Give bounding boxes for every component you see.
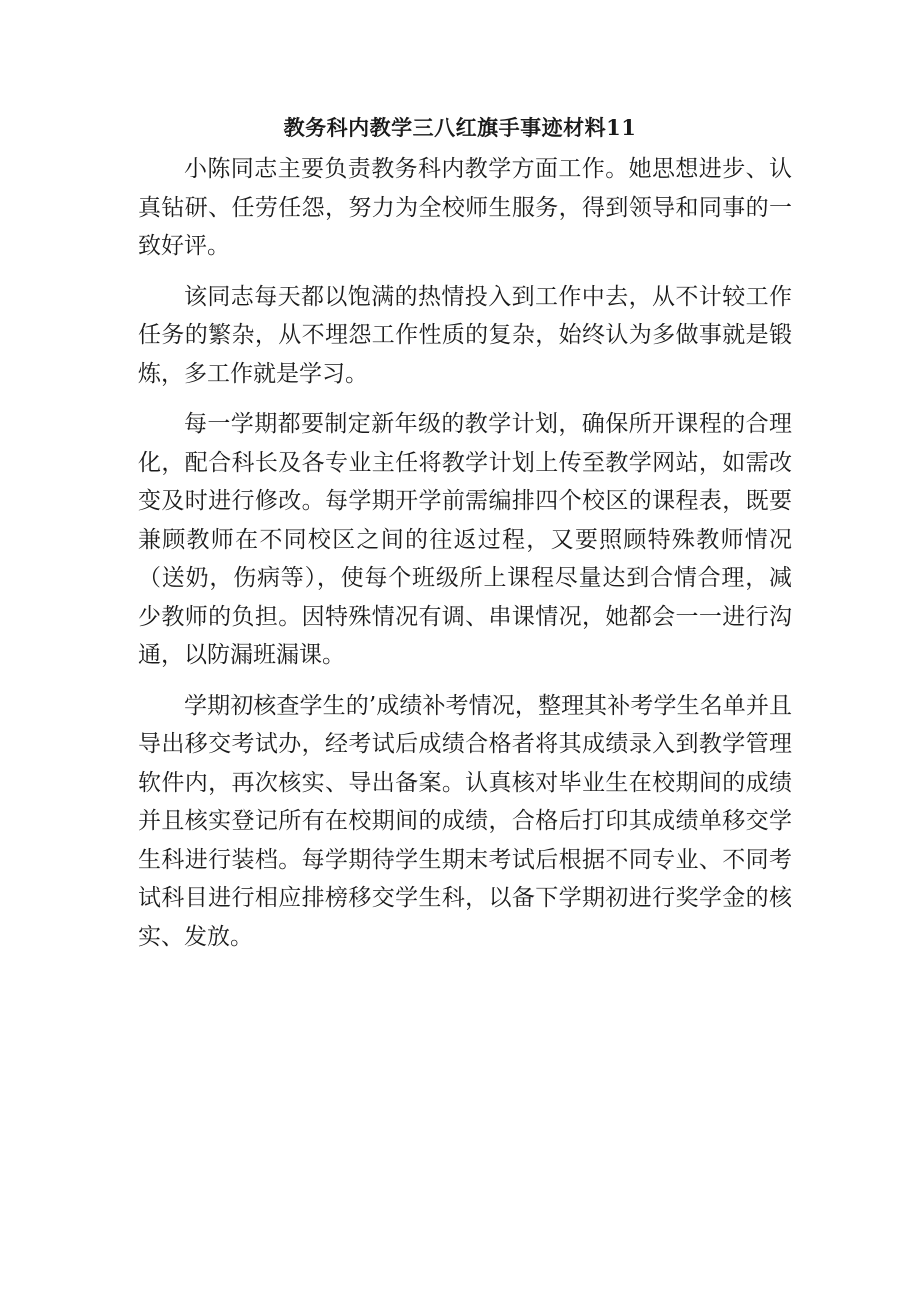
paragraph-3: 每一学期都要制定新年级的教学计划，确保所开课程的合理化，配合科长及各专业主任将教学计划上传至教学网站，如需改变及时进行修改。每学期开学前需编排四个校区的课程表，既要兼顾教师在不同校区之间的往返过程，又要照顾特殊教师情况（送奶，伤病等），使每个班级所上课程尽量达到合情合理，减少教师的负担。因特殊情况有调、串课情况，她都会一一进行沟通，以防漏班漏课。 <box>138 411 792 668</box>
paragraph-2: 该同志每天都以饱满的热情投入到工作中去，从不计较工作任务的繁杂，从不埋怨工作性质的复杂，始终认为多做事就是锻炼，多工作就是学习。 <box>138 283 792 387</box>
document-body <box>138 150 792 968</box>
document-title: 教务科内教学三八红旗手事迹材料11 <box>283 115 637 140</box>
paragraph-1: 小陈同志主要负责教务科内教学方面工作。她思想进步、认真钻研、任劳任怨，努力为全校师生服务，得到领导和同事的一致好评。 <box>138 156 792 259</box>
paragraph-4: 学期初核查学生的’成绩补考情况，整理其补考学生名单并且导出移交考试办，经考试后成绩合格者将其成绩录入到教学管理软件内，再次核实、导出备案。认真核对毕业生在校期间的成绩并且核实登记所有在校期间的成绩，合格后打印其成绩单移交学生科进行装档。每学期待学生期末考试后根据不同专业、不同考试科目进行相应排榜移交学生科，以备下学期初进行奖学金的核实、发放。 <box>138 692 792 950</box>
